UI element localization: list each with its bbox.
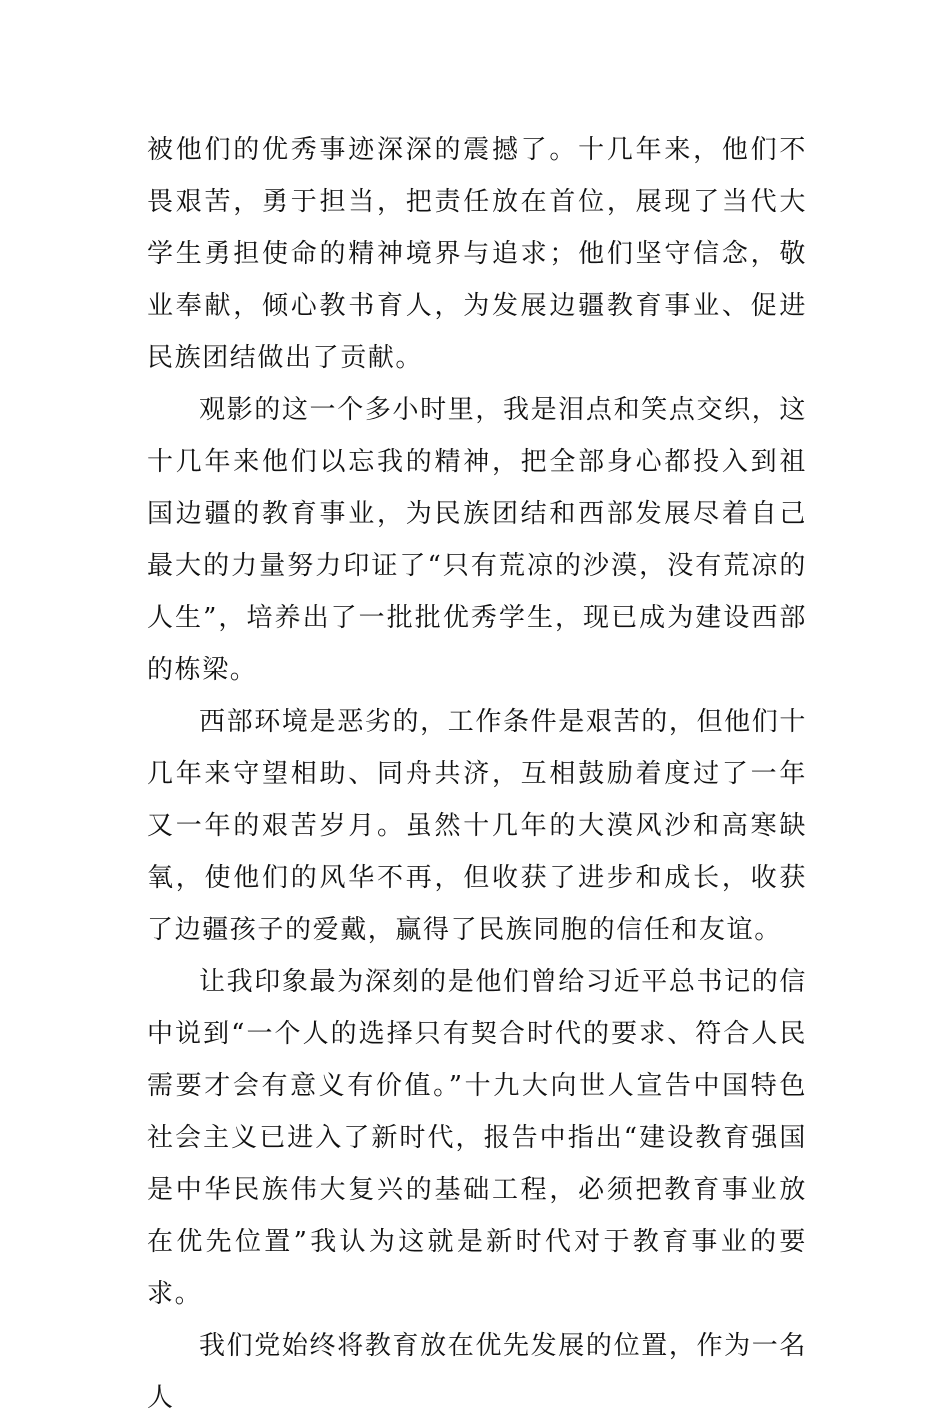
paragraph-5: 我们党始终将教育放在优先发展的位置，作为一名人 — [147, 1331, 807, 1413]
paragraph-2: 观影的这一个多小时里，我是泪点和笑点交织，这十几年来他们以忘我的精神，把全部身心都投入到祖国边疆的教育事业，为民族团结和西部发展尽着自己最大的力量努力印证了“只有荒凉的沙漠，没有荒凉的人生”，培养出了一批批优秀学生，现已成为建设西部的栋梁。 — [147, 395, 807, 685]
paragraph-4: 让我印象最为深刻的是他们曾给习近平总书记的信中说到“一个人的选择只有契合时代的要求、符合人民需要才会有意义有价值。”十九大向世人宣告中国特色社会主义已进入了新时代，报告中指出“建设教育强国是中华民族伟大复兴的基础工程，必须把教育事业放在优先位置”我认为这就是新时代对于教育事业的要求。 — [147, 967, 807, 1309]
document-body — [147, 124, 807, 1424]
paragraph-3: 西部环境是恶劣的，工作条件是艰苦的，但他们十几年来守望相助、同舟共济，互相鼓励着度过了一年又一年的艰苦岁月。虽然十几年的大漠风沙和高寒缺氧，使他们的风华不再，但收获了进步和成长，收获了边疆孩子的爱戴，赢得了民族同胞的信任和友谊。 — [147, 707, 807, 945]
paragraph-1: 被他们的优秀事迹深深的震撼了。十几年来，他们不畏艰苦，勇于担当，把责任放在首位，展现了当代大学生勇担使命的精神境界与追求；他们坚守信念，敬业奉献，倾心教书育人，为发展边疆教育事业、促进民族团结做出了贡献。 — [147, 135, 807, 373]
